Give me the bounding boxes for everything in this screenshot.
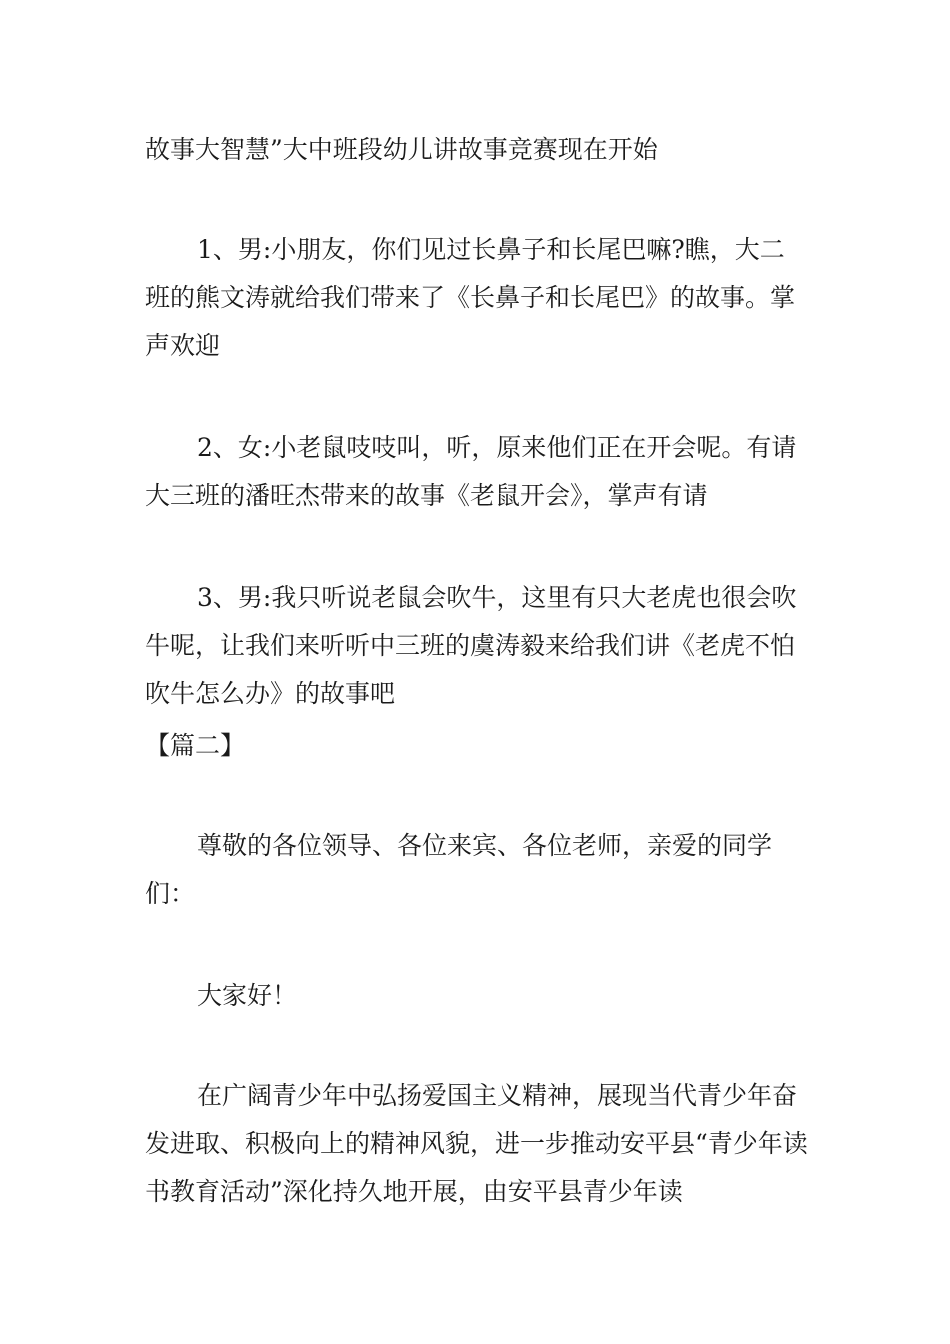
opening-line: 故事大智慧”大中班段幼儿讲故事竞赛现在开始 bbox=[145, 135, 658, 164]
host-line-3: 3、男:我只听说老鼠会吹牛，这里有只大老虎也很会吹牛呢，让我们来听听中三班的虞涛毅来给我们讲《老虎不怕吹牛怎么办》的故事吧 bbox=[145, 583, 797, 708]
greeting-line: 尊敬的各位领导、各位来宾、各位老师，亲爱的同学们： bbox=[145, 831, 773, 908]
section-heading: 【篇二】 bbox=[145, 731, 246, 760]
host-line-1: 1、男:小朋友，你们见过长鼻子和长尾巴嘛?瞧，大二班的熊文涛就给我们带来了《长鼻子和长尾巴》的故事。掌声欢迎 bbox=[145, 235, 796, 360]
body-paragraph: 在广阔青少年中弘扬爱国主义精神，展现当代青少年奋发进取、积极向上的精神风貌，进一步推动安平县“青少年读书教育活动”深化持久地开展，由安平县青少年读 bbox=[145, 1081, 808, 1206]
hello-line: 大家好！ bbox=[197, 981, 298, 1010]
host-line-2: 2、女:小老鼠吱吱叫，听，原来他们正在开会呢。有请大三班的潘旺杰带来的故事《老鼠开会》，掌声有请 bbox=[145, 433, 797, 510]
